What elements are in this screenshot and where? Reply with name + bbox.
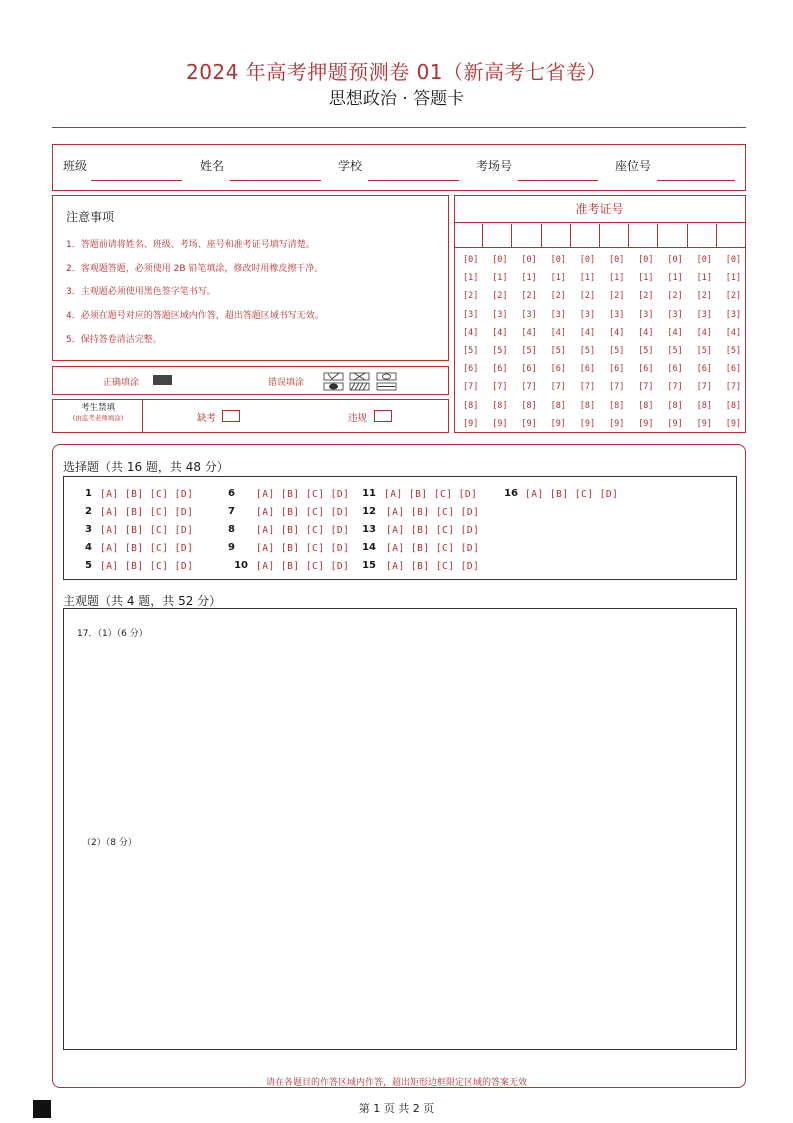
admission-digit-bubble[interactable]: [7] xyxy=(638,382,654,393)
answer-area-warning: 请在各题目的作答区域内作答，超出矩形边框限定区域的答案无效 xyxy=(265,1078,527,1088)
admission-digit-bubble[interactable]: [3] xyxy=(696,309,712,320)
page-title: 2024 年高考押题预测卷 01（新高考七省卷） xyxy=(185,60,608,84)
name-label: 姓名 xyxy=(200,159,225,173)
admission-digit-bubble[interactable]: [7] xyxy=(696,382,712,393)
page-number: 第 1 页 共 2 页 xyxy=(358,1102,435,1115)
wrong-fill-marks-icon xyxy=(323,372,401,392)
wrong-fill-label: 错误填涂 xyxy=(268,378,305,388)
answer-options[interactable]: [A] [B] [C] [D] xyxy=(100,489,194,500)
admission-digit-bubble[interactable]: [2] xyxy=(492,291,508,302)
admission-digit-bubble[interactable]: [8] xyxy=(550,400,566,411)
admission-digit-bubble[interactable]: [9] xyxy=(638,418,654,429)
admission-digit-bubble[interactable]: [1] xyxy=(667,273,683,284)
class-field[interactable] xyxy=(91,180,182,181)
answer-options[interactable]: [A] [B] [C] [D] xyxy=(386,525,480,536)
q17-part1-label: 17．（1）（6 分） xyxy=(77,629,148,639)
admission-digit-bubble[interactable]: [6] xyxy=(579,364,596,375)
admission-digit-bubble[interactable]: [0] xyxy=(521,255,537,265)
admission-write-cell[interactable] xyxy=(717,224,746,248)
admission-digit-bubble[interactable]: [5] xyxy=(696,346,712,356)
admission-digit-bubble[interactable]: [6] xyxy=(696,364,712,375)
question-number: 16 xyxy=(504,488,518,499)
admission-digit-bubble[interactable]: [8] xyxy=(579,400,596,411)
question-number: 13 xyxy=(362,524,376,535)
admission-digit-bubble[interactable]: [9] xyxy=(492,418,508,429)
admission-digit-bubble[interactable]: [2] xyxy=(638,291,654,302)
admission-digit-bubble[interactable]: [3] xyxy=(521,309,537,320)
answer-options[interactable]: [A] [B] [C] [D] xyxy=(384,489,478,500)
exam-room-field[interactable] xyxy=(518,180,598,181)
absent-checkbox[interactable] xyxy=(222,410,240,422)
q17-part2-label: （2）（8 分） xyxy=(82,838,137,848)
admission-digit-bubble[interactable]: [3] xyxy=(463,309,479,320)
admission-digit-bubble[interactable]: [8] xyxy=(667,400,683,411)
admission-digit-bubble[interactable]: [5] xyxy=(638,346,654,356)
admission-digit-bubble[interactable]: [8] xyxy=(492,400,508,411)
admission-write-cell[interactable] xyxy=(658,224,687,248)
header-divider xyxy=(52,127,746,128)
admission-digit-bubble[interactable]: [9] xyxy=(609,418,625,429)
admission-digit-bubble[interactable]: [9] xyxy=(696,418,712,429)
answer-options[interactable]: [A] [B] [C] [D] xyxy=(256,525,350,536)
admission-digit-bubble[interactable]: [2] xyxy=(521,291,537,302)
admission-digit-bubble[interactable]: [3] xyxy=(638,309,654,320)
admission-digit-bubble[interactable]: [3] xyxy=(579,309,596,320)
admission-digit-bubble[interactable]: [7] xyxy=(492,382,508,393)
admission-digit-bubble[interactable]: [0] xyxy=(550,255,566,265)
admission-digit-bubble[interactable]: [5] xyxy=(463,346,479,356)
admission-digit-bubble[interactable]: [6] xyxy=(609,364,625,375)
admission-digit-bubble[interactable]: [4] xyxy=(696,327,712,338)
admission-digit-bubble[interactable]: [4] xyxy=(550,327,566,338)
answer-options[interactable]: [A] [B] [C] [D] xyxy=(100,525,194,536)
question-number: 11 xyxy=(362,488,376,499)
proctor-divider xyxy=(142,399,143,433)
admission-digit-bubble[interactable]: [0] xyxy=(667,255,683,265)
admission-digit-bubble[interactable]: [3] xyxy=(725,309,742,320)
admission-digit-bubble[interactable]: [0] xyxy=(463,255,479,265)
admission-digit-bubble[interactable]: [1] xyxy=(521,273,537,284)
question-number: 3 xyxy=(85,524,92,535)
page-subtitle: 思想政治 · 答题卡 xyxy=(328,89,465,109)
admission-digit-bubble[interactable]: [2] xyxy=(463,291,479,302)
note-item: 3．主观题必须使用黑色签字笔书写。 xyxy=(66,287,216,297)
question-number: 5 xyxy=(85,560,92,571)
question-number: 7 xyxy=(228,506,235,517)
note-item: 4．必须在题号对应的答题区域内作答，超出答题区域书写无效。 xyxy=(66,311,324,321)
admission-digit-bubble[interactable]: [4] xyxy=(725,327,742,338)
admission-digit-bubble[interactable]: [1] xyxy=(609,273,625,284)
admission-digit-bubble[interactable]: [1] xyxy=(579,273,596,284)
answer-options[interactable]: [A] [B] [C] [D] xyxy=(256,543,350,554)
admission-digit-bubble[interactable]: [0] xyxy=(638,255,654,265)
school-field[interactable] xyxy=(368,180,459,181)
admission-digit-bubble[interactable]: [5] xyxy=(521,346,537,356)
admission-digit-bubble[interactable]: [3] xyxy=(492,309,508,320)
admission-digit-bubble[interactable]: [1] xyxy=(492,273,508,284)
admission-digit-bubble[interactable]: [7] xyxy=(463,382,479,393)
note-item: 1．答题前请将姓名、班级、考场、座号和准考证号填写清楚。 xyxy=(66,240,315,250)
exam-room-label: 考场号 xyxy=(476,159,513,173)
admission-digit-bubble[interactable]: [4] xyxy=(638,327,654,338)
question-number: 2 xyxy=(85,506,92,517)
admission-digit-bubble[interactable]: [9] xyxy=(521,418,537,429)
answer-options[interactable]: [A] [B] [C] [D] xyxy=(386,561,480,572)
answer-options[interactable]: [A] [B] [C] [D] xyxy=(100,507,194,518)
admission-digit-bubble[interactable]: [1] xyxy=(550,273,566,284)
note-item: 2．客观题答题，必须使用 2B 铅笔填涂，修改时用橡皮擦干净。 xyxy=(66,264,324,274)
admission-digit-bubble[interactable]: [6] xyxy=(725,364,742,375)
question-number: 15 xyxy=(362,560,376,571)
admission-digit-bubble[interactable]: [0] xyxy=(696,255,712,265)
admission-digit-bubble[interactable]: [9] xyxy=(463,418,479,429)
admission-digit-bubble[interactable]: [2] xyxy=(696,291,712,302)
proctor-note: (由监考老师填涂) xyxy=(72,414,124,422)
admission-digit-bubble[interactable]: [7] xyxy=(725,382,742,393)
admission-digit-bubble[interactable]: [9] xyxy=(579,418,596,429)
seat-field[interactable] xyxy=(657,180,735,181)
admission-digit-bubble[interactable]: [2] xyxy=(550,291,566,302)
answer-options[interactable]: [A] [B] [C] [D] xyxy=(525,489,619,500)
notes-title: 注意事项 xyxy=(66,210,115,224)
question-number: 6 xyxy=(228,488,235,499)
seat-label: 座位号 xyxy=(615,159,652,173)
admission-digit-bubble[interactable]: [8] xyxy=(638,400,654,411)
note-item: 5．保持答卷清洁完整。 xyxy=(66,335,162,345)
admission-digit-bubble[interactable]: [4] xyxy=(492,327,508,338)
admission-digit-bubble[interactable]: [2] xyxy=(725,291,742,302)
name-field[interactable] xyxy=(230,180,321,181)
admission-digit-bubble[interactable]: [7] xyxy=(579,382,596,393)
admission-digit-bubble[interactable]: [3] xyxy=(609,309,625,320)
admission-digit-bubble[interactable]: [6] xyxy=(463,364,479,375)
question-number: 14 xyxy=(362,542,376,553)
answer-options[interactable]: [A] [B] [C] [D] xyxy=(100,543,194,554)
q17-answer-box[interactable] xyxy=(63,608,737,1050)
proctor-label: 考生禁填 xyxy=(80,403,115,413)
choice-section-title: 选择题（共 16 题，共 48 分） xyxy=(63,460,229,474)
question-number: 12 xyxy=(362,506,376,517)
admission-digit-bubble[interactable]: [3] xyxy=(550,309,566,320)
admission-digit-bubble[interactable]: [5] xyxy=(609,346,625,356)
admission-digit-bubble[interactable]: [5] xyxy=(667,346,683,356)
correct-fill-label: 正确填涂 xyxy=(103,378,140,388)
admission-write-cell[interactable] xyxy=(688,224,717,248)
admission-digit-bubble[interactable]: [6] xyxy=(492,364,508,375)
admission-digit-bubble[interactable]: [3] xyxy=(667,309,683,320)
answer-options[interactable]: [A] [B] [C] [D] xyxy=(256,561,350,572)
admission-write-cell[interactable] xyxy=(512,224,541,248)
admission-digit-bubble[interactable]: [6] xyxy=(667,364,683,375)
subjective-section-title: 主观题（共 4 题，共 52 分） xyxy=(63,594,222,608)
question-number: 8 xyxy=(228,524,235,535)
admission-digit-bubble[interactable]: [8] xyxy=(725,400,742,411)
admission-write-cell[interactable] xyxy=(454,224,483,248)
admission-digit-bubble[interactable]: [4] xyxy=(521,327,537,338)
admission-write-cell[interactable] xyxy=(571,224,600,248)
admission-digit-bubble[interactable]: [6] xyxy=(550,364,566,375)
admission-digit-bubble[interactable]: [4] xyxy=(579,327,596,338)
admission-digit-bubble[interactable]: [5] xyxy=(579,346,596,356)
admission-digit-bubble[interactable]: [1] xyxy=(696,273,712,284)
admission-digit-bubble[interactable]: [1] xyxy=(463,273,479,284)
question-number: 1 xyxy=(85,488,92,499)
admission-digit-bubble[interactable]: [2] xyxy=(609,291,625,302)
admission-write-cell[interactable] xyxy=(629,224,658,248)
admission-digit-bubble[interactable]: [5] xyxy=(492,346,508,356)
admission-digit-bubble[interactable]: [9] xyxy=(667,418,683,429)
answer-options[interactable]: [A] [B] [C] [D] xyxy=(256,489,350,500)
answer-options[interactable]: [A] [B] [C] [D] xyxy=(100,561,194,572)
admission-number-title: 准考证号 xyxy=(454,196,745,223)
admission-digit-bubble[interactable]: [8] xyxy=(521,400,537,411)
admission-digit-bubble[interactable]: [1] xyxy=(725,273,742,284)
admission-digit-bubble[interactable]: [4] xyxy=(463,327,479,338)
admission-digit-bubble[interactable]: [2] xyxy=(579,291,596,302)
school-label: 学校 xyxy=(338,159,363,173)
admission-digit-bubble[interactable]: [8] xyxy=(696,400,712,411)
admission-digit-bubble[interactable]: [5] xyxy=(725,346,742,356)
admission-digit-bubble[interactable]: [1] xyxy=(638,273,654,284)
absent-label: 缺考 xyxy=(197,413,217,424)
admission-digit-bubble[interactable]: [7] xyxy=(667,382,683,393)
admission-digit-bubble[interactable]: [6] xyxy=(638,364,654,375)
admission-digit-bubble[interactable]: [9] xyxy=(725,418,742,429)
admission-digit-bubble[interactable]: [0] xyxy=(725,255,742,265)
question-number: 9 xyxy=(228,542,235,553)
admission-write-cell[interactable] xyxy=(600,224,629,248)
answer-options[interactable]: [A] [B] [C] [D] xyxy=(256,507,350,518)
class-label: 班级 xyxy=(63,159,88,173)
correct-fill-mark xyxy=(153,375,172,385)
admission-digit-bubble[interactable]: [0] xyxy=(492,255,508,265)
admission-digit-bubble[interactable]: [7] xyxy=(550,382,566,393)
admission-digit-bubble[interactable]: [5] xyxy=(550,346,566,356)
admission-digit-bubble[interactable]: [6] xyxy=(521,364,537,375)
admission-digit-bubble[interactable]: [8] xyxy=(609,400,625,411)
admission-digit-bubble[interactable]: [0] xyxy=(579,255,596,265)
admission-digit-bubble[interactable]: [8] xyxy=(463,400,479,411)
question-number: 10 xyxy=(234,560,248,571)
admission-digit-bubble[interactable]: [4] xyxy=(667,327,683,338)
violation-checkbox[interactable] xyxy=(374,410,392,422)
admission-digit-bubble[interactable]: [7] xyxy=(609,382,625,393)
admission-digit-bubble[interactable]: [7] xyxy=(521,382,537,393)
admission-digit-bubble[interactable]: [9] xyxy=(550,418,566,429)
admission-write-cell[interactable] xyxy=(483,224,512,248)
admission-digit-bubble[interactable]: [4] xyxy=(609,327,625,338)
admission-write-cell[interactable] xyxy=(542,224,571,248)
violation-label: 违规 xyxy=(348,413,368,424)
admission-digit-bubble[interactable]: [2] xyxy=(667,291,683,302)
admission-digit-bubble[interactable]: [0] xyxy=(609,255,625,265)
answer-options[interactable]: [A] [B] [C] [D] xyxy=(386,543,480,554)
answer-options[interactable]: [A] [B] [C] [D] xyxy=(386,507,480,518)
question-number: 4 xyxy=(85,542,92,553)
